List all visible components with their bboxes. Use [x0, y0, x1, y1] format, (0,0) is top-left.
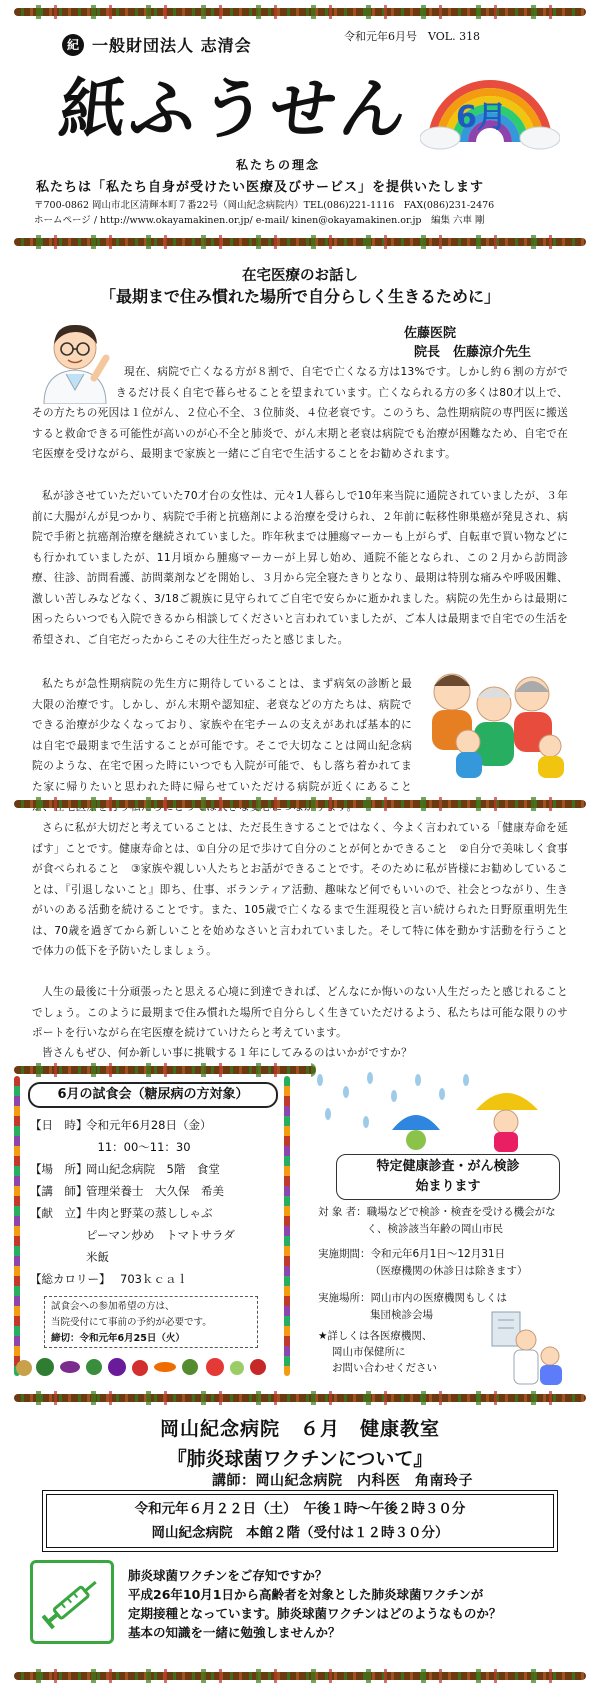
vegetable-border-right	[284, 1076, 290, 1376]
author-name: 院長 佐藤涼介先生	[414, 345, 532, 360]
seminar-intro-1: 肺炎球菌ワクチンをご存知ですか？	[128, 1568, 328, 1583]
checkup-target: 対 象 者： 職場などで検診・検査を受ける機会がなく、検診該当年齢の岡山市民	[318, 1206, 556, 1235]
checkup-title-box	[336, 1154, 560, 1200]
address-line: 〒700-0862 岡山市北区清輝本町７番22号（岡山紀念病院内）TEL(086)221-1116 FAX(086)231-2476	[34, 200, 495, 211]
article-paragraph-6: 皆さんもぜひ、何か新しい事に挑戦する１年にしてみるのはいかがですか？	[42, 1047, 412, 1059]
checkup-details	[318, 1204, 568, 1324]
header-vine-divider	[14, 238, 586, 246]
seminar-venue: 岡山紀念病院 本館２階（受付は１２時３０分）	[151, 1525, 449, 1541]
tasting-row: 【献 立】 牛肉と野菜の蒸ししゃぶ	[30, 1206, 213, 1220]
month-badge: 6月	[456, 100, 507, 135]
tasting-row: 11：00～11：30	[86, 1140, 191, 1154]
seminar-vine-divider	[14, 1394, 586, 1402]
seminar-subtitle: 『肺炎球菌ワクチンについて』	[167, 1448, 433, 1470]
checkup-place: 実施場所：岡山市内の医療機関もしくは	[318, 1292, 507, 1304]
tasting-row: 【日 時】 令和元年6月28日（金）	[30, 1118, 212, 1132]
seminar-intro-3: 定期接種となっています。肺炎球菌ワクチンはどのようなものか？	[128, 1606, 502, 1621]
vegetable-border-left	[14, 1076, 20, 1376]
tasting-details	[30, 1114, 280, 1290]
tasting-row: 米飯	[86, 1250, 109, 1264]
tasting-title: 6月の試食会（糖尿病の方対象）	[28, 1082, 278, 1108]
family-illustration	[418, 664, 568, 778]
org-name: 一般財団法人 志清会	[92, 36, 252, 55]
article-kicker: 在宅医療のお話し	[242, 268, 358, 284]
seminar-datetime: 令和元年６月２２日（土） 午後１時～午後２時３０分	[134, 1501, 466, 1517]
seminar-lecturer: 講師：岡山紀念病院 内科医 角南玲子	[212, 1473, 473, 1489]
web-email-line: ホームページ / http://www.okayamakinen.or.jp/ e-mail/ kinen@okayamakinen.or.jp 編集 六車 剛	[34, 215, 485, 226]
org-logo-icon: 紀	[62, 34, 84, 56]
checkup-place-2: 集団検診会場	[370, 1309, 433, 1321]
article-vine-divider	[14, 800, 586, 808]
checkup-subtitle: 始まります	[415, 1179, 481, 1194]
article-paragraph-4: さらに私が大切だと考えていることは、ただ長生きすることではなく、今よく言われている「健康寿命を延ばす」ことです。健康寿命とは、①自分の足で歩けて自分のことが何とかできること ②自分で美味しく食事が食べられること ③家族や親しい人たちとお話ができることです。そのために私が皆様にお勧めしていることは、『引退しないこと』即ち、仕事、ボランティア活動、趣味など何でもいいので、社会とつながり、生きがいのある活動を続けることです。また、105歳で亡くなるまで生涯現役と言い続けられた日野原重明先生は、70歳を過ぎてから新しいことを始めなさいと言われていました。そして特に体を動かす活動を行うことで体力の低下を予防いたしましょう。	[32, 822, 568, 957]
author-hospital: 佐藤医院	[404, 326, 457, 341]
article-paragraph-5: 人生の最後に十分頑張ったと思える心境に到達できれば、どんなにか悔いのない人生だったと感じれることでしょう。このように最期まで住み慣れた場所で自分らしく生きていただけるよう、私たちは可能な限りのサポートを行いながら在宅医療を続けていけたらと考えています。	[32, 986, 568, 1039]
checkup-period: 実施期間：令和元年6月1日～12月31日	[318, 1248, 506, 1260]
article-headline: 「最期まで住み慣れた場所で自分らしく生きるために」	[99, 287, 500, 306]
rain-illustration	[306, 1070, 566, 1154]
tasting-row: 【講 師】 管理栄養士 大久保 希美	[30, 1184, 224, 1198]
seminar-datetime-box	[46, 1494, 554, 1548]
syringe-icon	[30, 1560, 114, 1644]
seminar-intro	[128, 1566, 501, 1642]
checkup-period-note: （医療機関の休診日は除きます）	[370, 1265, 528, 1277]
tasting-row: 【総カロリー】 703ｋｃａｌ	[30, 1272, 188, 1286]
article-paragraph-1: 現在、病院で亡くなる方が８割で、自宅で亡くなる方は13%です。しかし約６割の方ができるだけ長く自宅で暮らせることを望まれています。亡くなられる方の多くは80才以上で、その方たちの死因は１位がん、２位心不全、３位肺炎、４位老衰です。このうち、急性期病院の専門医に搬送すると救命できる可能性が高いのが心不全と肺炎で、がん末期と老衰は病院でも治療が困難なため、自宅で在宅医療を受けながら、最期まで家族と一緒にご自宅で生活することをお勧めされます。	[32, 366, 568, 460]
tasting-row: 【場 所】 岡山紀念病院 5階 食堂	[30, 1162, 220, 1176]
doctor-patient-illustration	[488, 1310, 566, 1386]
vegetables-illustration	[16, 1358, 288, 1378]
philosophy-title: 私たちの理念	[236, 158, 321, 172]
seminar-intro-2: 平成26年10月1日から高齢者を対象とした肺炎球菌ワクチンが	[128, 1587, 484, 1602]
bottom-vine-border	[14, 1672, 586, 1680]
tasting-row: ピーマン炒め トマトサラダ	[86, 1228, 235, 1242]
issue-number: 令和元年6月号 VOL. 318	[344, 30, 481, 43]
article-paragraph-3: 私たちが急性期病院の先生方に期待していることは、まず病気の診断と最大限の治療です。しかし、がん末期や認知症、老衰などの方たちは、病院でできる治療が少なくなっており、家族や在宅チームの支えがあれば基本的には自宅で最期まで生活することが可能です。そこで大切なことは岡山紀念病院のような、在宅で困った時にいつでも入院が可能で、もし落ち着かれてまた家に帰りたいと思われた時に帰らせていただける病院が近くにあること	[32, 678, 412, 793]
checkup-contact: ★詳しくは各医療機関、 岡山市保健所に お問い合わせください	[318, 1330, 437, 1374]
article-paragraph-2: 私が診させていただいていた70才台の女性は、元々1人暮らしで10年来当院に通院されていましたが、３年前に大腸がんが見つかり、病院で手術と抗癌剤による治療を受けられ、２年前に転移性卵巣癌が発見され、病院で手術と抗癌剤治療を継続されていました。昨年秋までは腫瘍マーカーも上がらず、自転車で買い物などにも行かれていましたが、11月頃から腫瘍マーカーが上昇し始め、通院不能となられ、この２月から訪問診療、往診、訪問看護、訪問薬剤などを開始し、３月から完全寝たきりとなり、最期は特別な痛みや呼吸困難、激しい苦しみなどなく、3/18ご親族に見守られてご自宅で安らかに逝かれました。病院の先生からは最期に困ったらいつでも入院できるから相談してくださいと言われていましたが、ご本人は最期まで自宅での生活を希望され、ご自宅だったからこその大往生だったと感じました。	[32, 490, 568, 646]
tasting-reservation-note: 試食会への参加希望の方は、 当院受付にて事前の予約が必要です。 締切：令和元年6月25日（火）	[44, 1296, 258, 1348]
seminar-intro-4: 基本の知識を一緒に勉強しませんか？	[128, 1625, 341, 1640]
seminar-title: 岡山紀念病院 ６月 健康教室	[159, 1418, 440, 1440]
philosophy-statement: 私たちは「私たち自身が受けたい医療及びサービス」を提供いたします	[36, 180, 485, 195]
masthead-title: 紙ふうせん	[55, 70, 415, 148]
tasting-vine-divider	[14, 1066, 316, 1074]
checkup-title: 特定健康診査・がん検診	[376, 1159, 520, 1174]
top-vine-border	[14, 8, 586, 16]
